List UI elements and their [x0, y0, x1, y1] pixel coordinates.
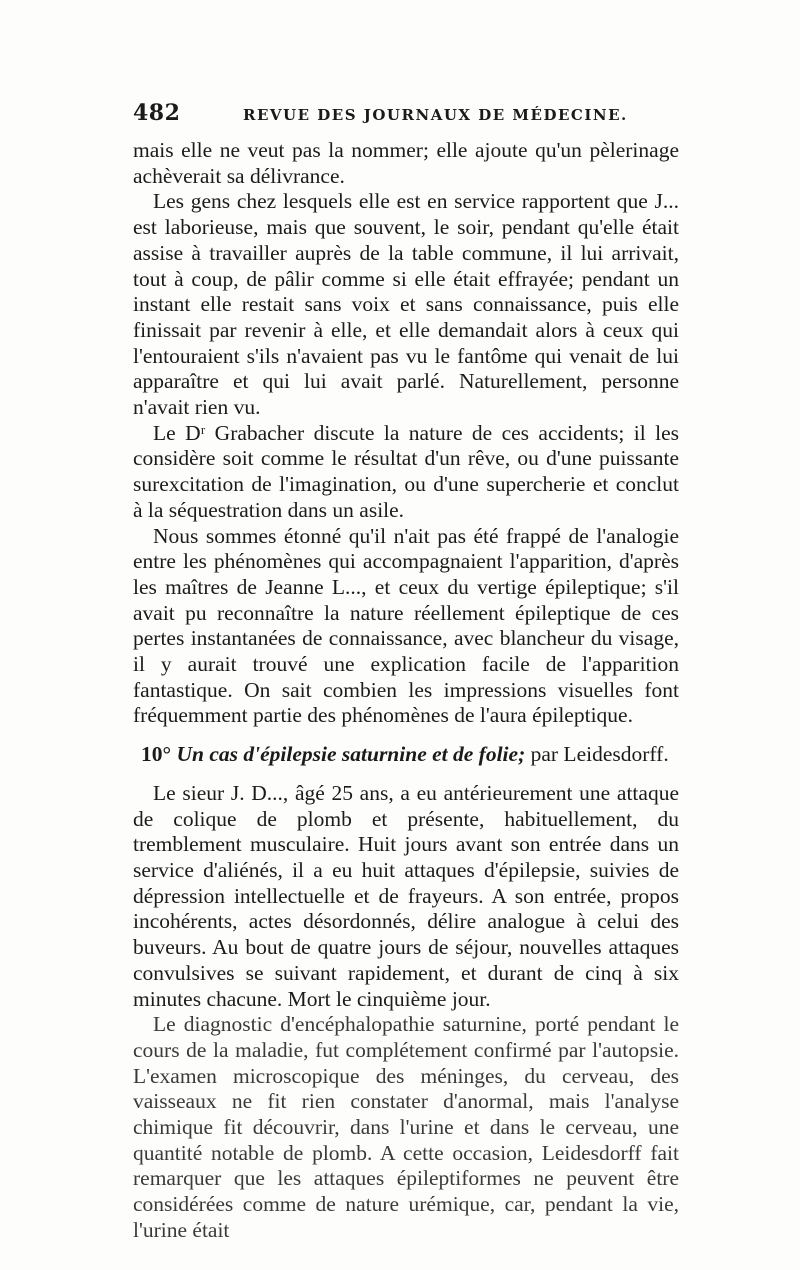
- section-number: 10°: [141, 742, 172, 767]
- paragraph-grabacher: Le Dʳ Grabacher discute la nature de ces accidents; il les considère soit comme le résultat d'un rêve, ou d'une puissante surexcitation de l'imagination, ou d'une supercherie et conclut à la séquestration dans un asile.: [133, 420, 679, 522]
- page-number: 482: [133, 100, 181, 126]
- paragraph-diagnosis: Le diagnostic d'encéphalopathie saturnine, porté pendant le cours de la maladie, fut complétement confirmé par l'autopsie. L'examen microscopique des méninges, du cerveau, des vaisseaux ne fit rien constater d'anormal, mais l'analyse chimique fit découvrir, dans l'urine et dans le cerveau, une quantité notable de plomb. A cette occasion, Leidesdorff fait remarquer que les attaques épileptiformes ne peuvent être considérées comme de nature urémique, car, pendant la vie, l'urine était: [133, 1012, 679, 1242]
- paragraph-case: Le sieur J. D..., âgé 25 ans, a eu antérieurement une attaque de colique de plomb et présente, habituellement, du tremblement musculaire. Huit jours avant son entrée dans un service d'aliénés, il a eu huit attaques d'épilepsie, suivies de dépression intellectuelle et de frayeurs. A son entrée, propos incohérents, actes désordonnés, délire analogue à celui des buveurs. Au bout de quatre jours de séjour, nouvelles attaques convulsives se suivant rapidement, et durant de cinq à six minutes chacune. Mort le cinquième jour.: [133, 780, 679, 1011]
- section-author: par Leidesdorff.: [530, 742, 669, 767]
- section-heading: [133, 742, 679, 768]
- paragraph-commentary: Nous sommes étonné qu'il n'ait pas été frappé de l'analogie entre les phénomènes qui accompagnaient l'apparition, d'après les maîtres de Jeanne L..., et ceux du vertige épileptique; s'il avait pu reconnaître la nature réellement épileptique de ces pertes instantanées de connaissance, avec blancheur du visage, il y aurait trouvé une explication facile de l'apparition fantastique. On sait combien les impressions visuelles font fréquemment partie des phénomènes de l'aura épileptique.: [133, 523, 679, 728]
- paragraph-continuation: mais elle ne veut pas la nommer; elle ajoute qu'un pèlerinage achèverait sa délivrance.: [133, 138, 679, 188]
- section-title: Un cas d'épilepsie saturnine et de folie;: [176, 742, 526, 767]
- page-header: [133, 100, 679, 130]
- paragraph-witness-report: Les gens chez lesquels elle est en service rapportent que J... est laborieuse, mais que souvent, le soir, pendant qu'elle était assise à travailler auprès de la table commune, il lui arrivait, tout à coup, de pâlir comme si elle était effrayée; pendant un instant elle restait sans voix et sans connaissance, puis elle finissait par revenir à elle, et elle demandait alors à ceux qui l'entouraient s'ils n'avaient pas vu le fantôme qui venait de lui apparaître et qui lui avait parlé. Naturellement, personne n'avait rien vu.: [133, 189, 679, 420]
- running-head: REVUE DES JOURNAUX DE MÉDECINE.: [243, 106, 628, 124]
- body-text: [133, 138, 679, 1244]
